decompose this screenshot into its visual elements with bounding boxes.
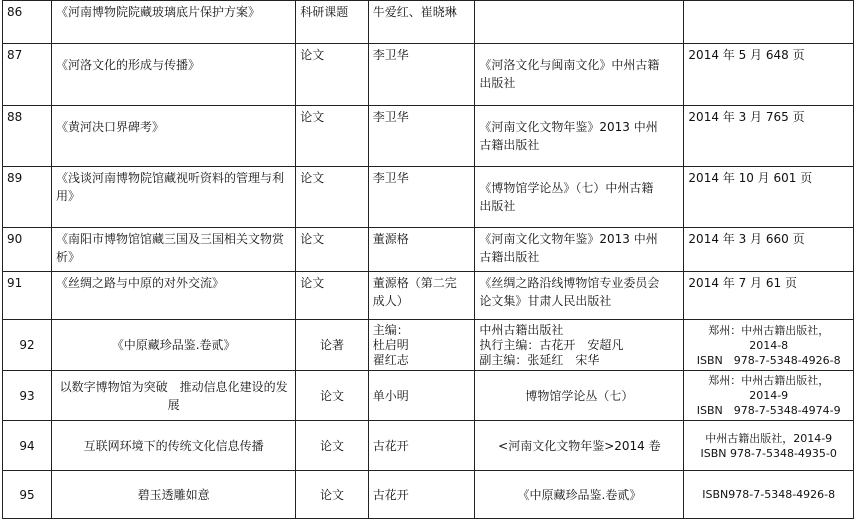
- publisher-line: 出版社: [479, 76, 516, 90]
- row-type: 论文: [296, 421, 369, 471]
- row-title: 《河南博物院院藏玻璃底片保护方案》: [52, 1, 296, 44]
- row-type: 论文: [296, 44, 369, 106]
- author-line: 成人）: [372, 294, 409, 308]
- author-line: 李卫华: [372, 48, 409, 62]
- row-date: [684, 106, 854, 167]
- publisher-line: 论文集》甘肃人民出版社: [479, 294, 612, 308]
- row-author: [368, 421, 475, 471]
- publisher-line: 副主编：张延红 宋华: [479, 352, 600, 367]
- row-title: 互联网环境下的传统文化信息传播: [52, 421, 296, 471]
- date-line: ISBN 978-7-5348-4926-8: [696, 353, 841, 367]
- table-row: [3, 1, 854, 44]
- author-line: 单小明: [372, 388, 409, 403]
- row-number: 86: [3, 1, 52, 44]
- row-type: 论文: [296, 371, 369, 421]
- date-line: 2014-9: [749, 389, 789, 402]
- publisher-line: 《河洛文化与闽南文化》中州古籍: [479, 58, 660, 72]
- row-number: 92: [3, 320, 52, 371]
- date-line: 中州古籍出版社，2014-9: [705, 431, 833, 445]
- table-row: [3, 167, 854, 228]
- table-row: [3, 44, 854, 106]
- table-row: [3, 272, 854, 320]
- row-date: [684, 272, 854, 320]
- table-row: [3, 421, 854, 471]
- date-line: 2014 年 3 月 660 页: [688, 232, 805, 246]
- publisher-line: 执行主编：古花开 安超凡: [479, 337, 624, 352]
- date-line: 2014 年 7 月 61 页: [688, 276, 797, 290]
- row-type: 论文: [296, 471, 369, 519]
- table-row: [3, 371, 854, 421]
- row-title: 《南阳市博物馆馆藏三国及三国相关文物赏析》: [52, 228, 296, 272]
- row-title: 以数字博物馆为突破 推动信息化建设的发展: [52, 371, 296, 421]
- table-row: [3, 471, 854, 519]
- row-author: [368, 106, 475, 167]
- row-date: [684, 44, 854, 106]
- row-author: [368, 471, 475, 519]
- row-number: 87: [3, 44, 52, 106]
- table-row: [3, 320, 854, 371]
- date-line: ISBN 978-7-5348-4935-0: [700, 446, 837, 460]
- row-number: 90: [3, 228, 52, 272]
- row-publisher: [475, 371, 684, 421]
- row-date: [684, 228, 854, 272]
- date-line: 2014 年 3 月 765 页: [688, 110, 805, 124]
- row-title: 《河洛文化的形成与传播》: [52, 44, 296, 106]
- date-line: 2014 年 10 月 601 页: [688, 171, 813, 185]
- row-title: 《浅谈河南博物院馆藏视听资料的管理与利用》: [52, 167, 296, 228]
- publisher-line: 古籍出版社: [479, 138, 540, 152]
- row-number: 89: [3, 167, 52, 228]
- row-type: 论著: [296, 320, 369, 371]
- author-line: 古花开: [372, 438, 409, 453]
- author-line: 李卫华: [372, 171, 409, 185]
- row-author: [368, 371, 475, 421]
- table-row: [3, 228, 854, 272]
- row-type: 论文: [296, 106, 369, 167]
- row-author: [368, 228, 475, 272]
- row-date: [684, 320, 854, 371]
- publisher-line: <河南文化文物年鉴>2014 卷: [498, 438, 661, 453]
- date-line: 郑州：中州古籍出版社，: [708, 374, 830, 387]
- date-line: ISBN 978-7-5348-4974-9: [696, 404, 841, 417]
- row-publisher: [475, 421, 684, 471]
- date-line: 2014-8: [749, 338, 789, 352]
- author-line: 主编：: [372, 322, 409, 337]
- row-number: 93: [3, 371, 52, 421]
- row-title: 碧玉透雕如意: [52, 471, 296, 519]
- publisher-line: 《河南文化文物年鉴》2013 中州: [479, 232, 658, 246]
- date-line: 郑州：中州古籍出版社，: [708, 323, 830, 337]
- row-title: 《黄河决口界碑考》: [52, 106, 296, 167]
- author-line: 李卫华: [372, 110, 409, 124]
- author-line: 董源格: [372, 232, 409, 246]
- row-date: [684, 1, 854, 44]
- row-type: 科研课题: [296, 1, 369, 44]
- row-date: [684, 421, 854, 471]
- publisher-line: 《河南文化文物年鉴》2013 中州: [479, 120, 658, 134]
- author-line: 翟红志: [372, 352, 409, 367]
- publisher-line: 《中原藏珍品鉴.卷贰》: [517, 487, 642, 502]
- row-type: 论文: [296, 167, 369, 228]
- row-number: 94: [3, 421, 52, 471]
- row-publisher: [475, 167, 684, 228]
- row-author: [368, 320, 475, 371]
- row-type: 论文: [296, 228, 369, 272]
- author-line: 牛爱红、崔晓琳: [372, 5, 457, 19]
- row-author: [368, 272, 475, 320]
- row-number: 91: [3, 272, 52, 320]
- publisher-line: 《博物馆学论丛》（七）中州古籍: [479, 181, 654, 195]
- row-date: [684, 471, 854, 519]
- publisher-line: 中州古籍出版社: [479, 322, 564, 337]
- table-row: [3, 106, 854, 167]
- publisher-line: 古籍出版社: [479, 250, 540, 264]
- publications-table: [2, 0, 854, 519]
- row-publisher: [475, 44, 684, 106]
- row-publisher: [475, 1, 684, 44]
- date-line: ISBN978-7-5348-4926-8: [702, 487, 836, 501]
- author-line: 董源格（第二完: [372, 276, 457, 290]
- row-title: 《丝绸之路与中原的对外交流》: [52, 272, 296, 320]
- row-publisher: [475, 272, 684, 320]
- row-author: [368, 167, 475, 228]
- row-date: [684, 167, 854, 228]
- author-line: 杜启明: [372, 337, 409, 352]
- publisher-line: 出版社: [479, 199, 516, 213]
- row-date: [684, 371, 854, 421]
- date-line: 2014 年 5 月 648 页: [688, 48, 805, 62]
- row-title: 《中原藏珍品鉴.卷贰》: [52, 320, 296, 371]
- row-publisher: [475, 320, 684, 371]
- row-publisher: [475, 471, 684, 519]
- publisher-line: 《丝绸之路沿线博物馆专业委员会: [479, 276, 660, 290]
- publisher-line: 博物馆学论丛（七）: [525, 388, 634, 403]
- author-line: 古花开: [372, 487, 409, 502]
- row-author: [368, 1, 475, 44]
- row-type: 论文: [296, 272, 369, 320]
- row-number: 95: [3, 471, 52, 519]
- row-number: 88: [3, 106, 52, 167]
- row-publisher: [475, 228, 684, 272]
- row-publisher: [475, 106, 684, 167]
- row-author: [368, 44, 475, 106]
